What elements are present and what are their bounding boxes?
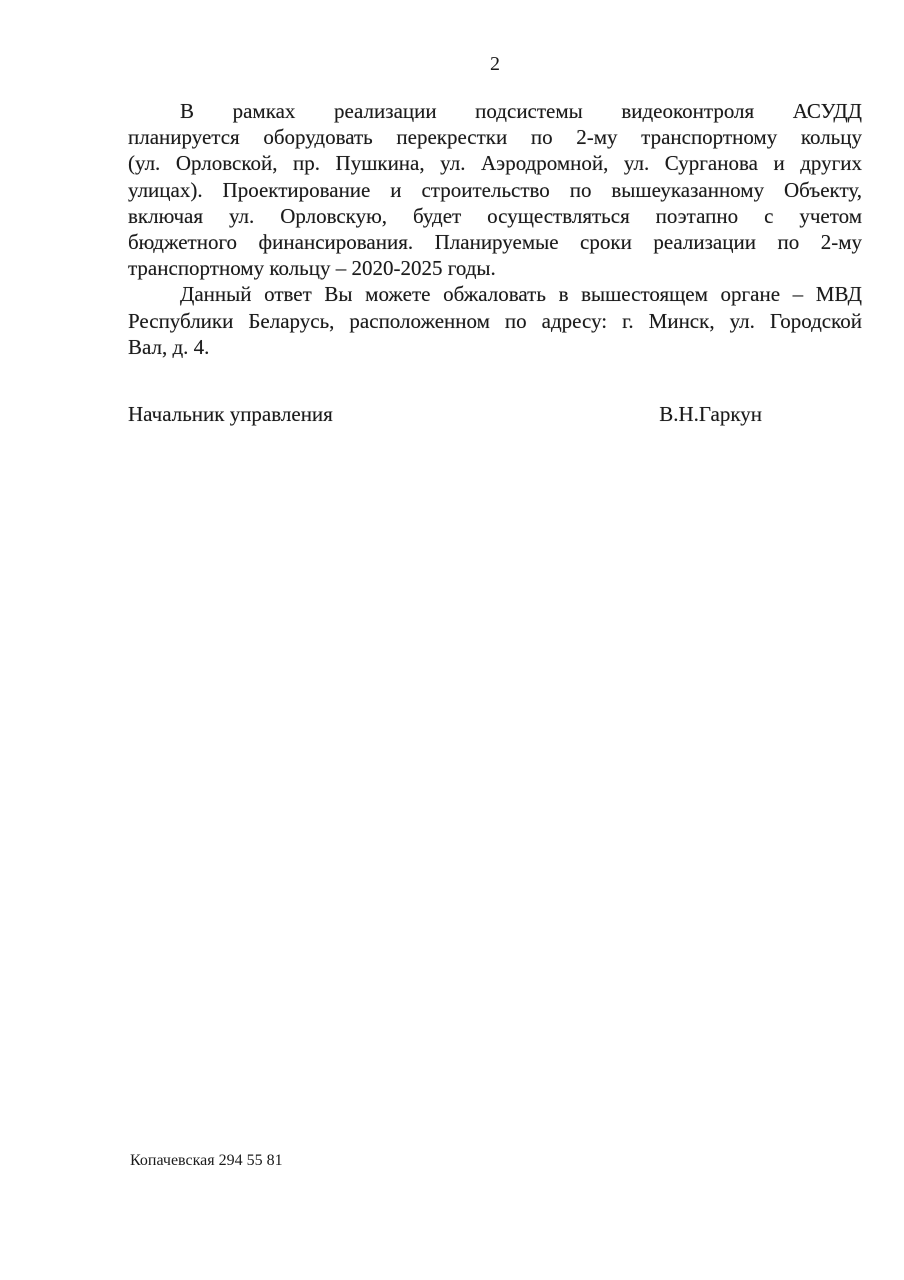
signature-title: Начальник управления (128, 402, 333, 427)
text-line: планируется оборудовать перекрестки по 2-му транспортному кольцу (128, 125, 862, 150)
text-line: включая ул. Орловскую, будет осуществляться поэтапно с учетом (128, 203, 862, 228)
executor-contact-line: Копачевская 294 55 81 (130, 1152, 283, 1169)
text-line: В рамках реализации подсистемы видеоконтроля АСУДД (180, 99, 862, 123)
paragraph (128, 281, 862, 360)
signature-row (128, 401, 862, 427)
text-line: улицах). Проектирование и строительство по вышеуказанному Объекту, (128, 177, 862, 202)
text-line: бюджетного финансирования. Планируемые сроки реализации по 2-му (128, 230, 862, 255)
text-line: Вал, д. 4. (128, 334, 210, 359)
letter-body (128, 98, 862, 360)
signature-name: В.Н.Гаркун (659, 402, 762, 427)
text-line: (ул. Орловской, пр. Пушкина, ул. Аэродромной, ул. Сурганова и других (128, 151, 862, 176)
page-number: 2 (490, 53, 500, 75)
paragraph (128, 98, 862, 281)
text-line: транспортному кольцу – 2020-2025 годы. (128, 256, 496, 281)
text-line: Республики Беларусь, расположенном по адресу: г. Минск, ул. Городской (128, 308, 862, 333)
text-line: Данный ответ Вы можете обжаловать в вышестоящем органе – МВД (180, 282, 862, 307)
page-content (128, 0, 862, 427)
